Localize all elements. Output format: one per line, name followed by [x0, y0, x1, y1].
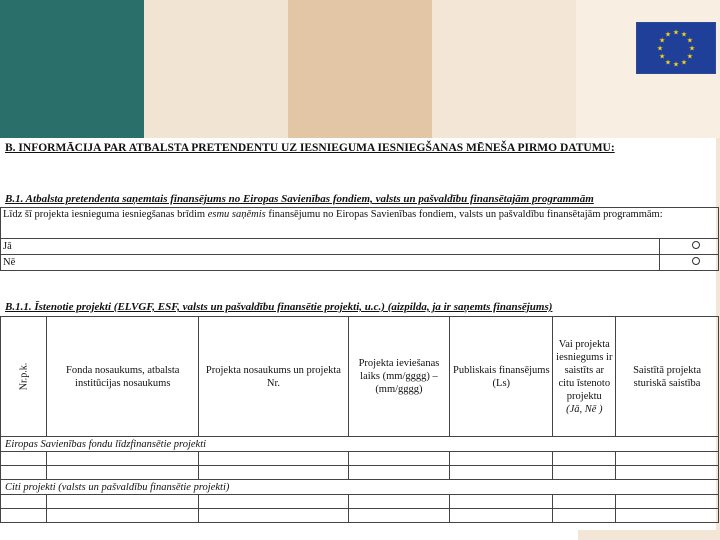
eu-star-icon: ★ — [680, 30, 688, 39]
header-band-beige — [432, 0, 576, 138]
cell[interactable] — [47, 509, 199, 523]
cell[interactable] — [1, 452, 47, 466]
section-b1-title: B.1. Atbalsta pretendenta saņemtais finansējums no Eiropas Savienības fondiem, valsts un pašvaldību finansētajām programmām — [5, 193, 594, 205]
section-b11-title: B.1.1. Īstenotie projekti (ELVGF, ESF, valsts un pašvaldību finansētie projekti, u.c.) (aizpilda, ja ir saņemts finansējums) — [5, 301, 553, 313]
group-other-projects: Citi projekti (valsts un pašvaldību finansētie projekti) — [1, 480, 719, 495]
cell[interactable] — [348, 452, 449, 466]
column-header-period: Projekta ieviešanas laiks (mm/gggg) – (mm/gggg) — [348, 317, 449, 437]
question-part1: Līdz šī projekta iesnieguma iesniegšanas brīdim — [3, 209, 206, 220]
cell[interactable] — [1, 466, 47, 480]
column-header-project-name: Projekta nosaukums un projekta Nr. — [199, 317, 349, 437]
cell[interactable] — [199, 466, 349, 480]
cell[interactable] — [47, 452, 199, 466]
header-band-teal — [0, 0, 144, 138]
group-eu-projects: Eiropas Savienības fondu līdzfinansētie projekti — [1, 437, 719, 452]
cell[interactable] — [1, 509, 47, 523]
cell[interactable] — [616, 466, 719, 480]
cell[interactable] — [348, 495, 449, 509]
funding-received-table — [0, 207, 719, 271]
header-band-tan — [288, 0, 432, 138]
cell[interactable] — [348, 466, 449, 480]
cell[interactable] — [616, 509, 719, 523]
cell[interactable] — [199, 495, 349, 509]
eu-star-icon: ★ — [664, 30, 672, 39]
question-emphasis: esmu saņēmis — [207, 209, 266, 220]
eu-star-icon: ★ — [672, 60, 680, 69]
column-header-number — [1, 317, 47, 437]
eu-flag-logo — [636, 22, 716, 74]
eu-star-icon: ★ — [686, 36, 694, 45]
eu-star-icon: ★ — [686, 52, 694, 61]
eu-star-icon: ★ — [658, 36, 666, 45]
cell[interactable] — [348, 509, 449, 523]
cell[interactable] — [450, 452, 553, 466]
column-header-linked — [553, 317, 616, 437]
cell[interactable] — [450, 466, 553, 480]
option-no-label: Nē — [1, 255, 660, 271]
eu-star-icon: ★ — [658, 52, 666, 61]
cell[interactable] — [199, 509, 349, 523]
table-row — [1, 495, 719, 509]
eu-star-icon: ★ — [656, 44, 664, 53]
linked-options-note: (Jā, Nē ) — [566, 403, 603, 415]
header-band-cream — [144, 0, 288, 138]
option-yes-label: Jā — [1, 239, 660, 255]
funding-question — [1, 208, 719, 239]
cell[interactable] — [616, 452, 719, 466]
column-header-public-funding: Publiskais finansējums (Ls) — [450, 317, 553, 437]
table-row — [1, 509, 719, 523]
cell[interactable] — [553, 495, 616, 509]
cell[interactable] — [199, 452, 349, 466]
column-header-fund: Fonda nosaukums, atbalsta institūcijas nosaukums — [47, 317, 199, 437]
section-heading: B. INFORMĀCIJA PAR ATBALSTA PRETENDENTU UZ IESNIEGUMA IESNIEGŠANAS MĒNEŠA PIRMO DATUMU: — [5, 142, 615, 154]
table-row — [1, 452, 719, 466]
option-no-radio[interactable] — [692, 257, 700, 265]
bottom-corner-strip — [578, 530, 720, 540]
eu-star-icon: ★ — [672, 28, 680, 37]
cell[interactable] — [553, 509, 616, 523]
cell[interactable] — [47, 495, 199, 509]
cell[interactable] — [553, 466, 616, 480]
cell[interactable] — [47, 466, 199, 480]
cell[interactable] — [553, 452, 616, 466]
cell[interactable] — [450, 495, 553, 509]
cell[interactable] — [450, 509, 553, 523]
eu-star-icon: ★ — [688, 44, 696, 53]
table-row — [1, 466, 719, 480]
cell[interactable] — [616, 495, 719, 509]
column-header-link-description: Saistītā projekta sturiskā saistība — [616, 317, 719, 437]
question-part2: finansējumu no Eiropas Savienības fondiem, valsts un pašvaldību finansētajām programmām: — [268, 209, 663, 220]
eu-star-icon: ★ — [664, 58, 672, 67]
number-header-text: Nr.p.k. — [18, 362, 30, 391]
cell[interactable] — [1, 495, 47, 509]
linked-question: Vai projekta iesniegums ir saistīts ar citu īstenoto projektu — [556, 338, 613, 402]
option-yes-radio[interactable] — [692, 241, 700, 249]
eu-stars-icon — [637, 23, 715, 73]
eu-star-icon: ★ — [680, 58, 688, 67]
implemented-projects-table — [0, 316, 719, 523]
